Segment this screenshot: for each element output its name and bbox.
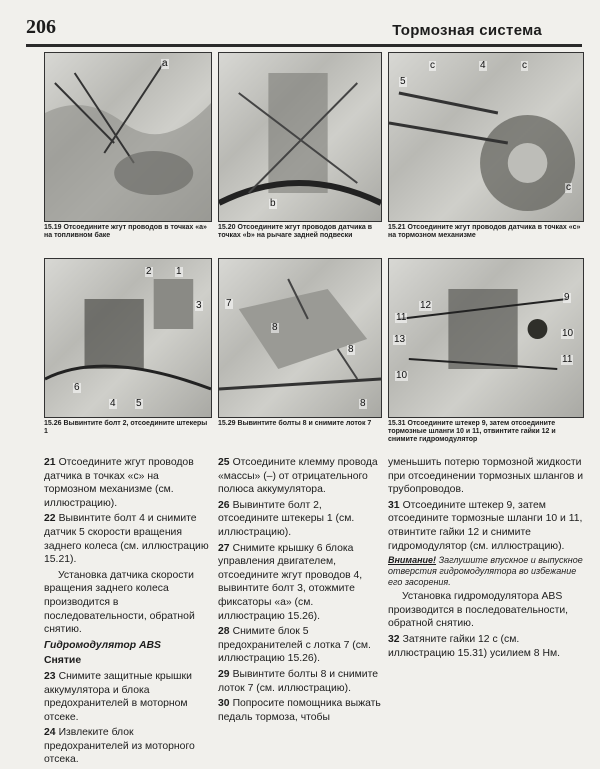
- callout-label: b: [270, 198, 276, 209]
- step-23: 23 Снимите защитные крышки аккумулятора и блока предохранителей в моторном отсеке.: [44, 670, 192, 723]
- callout-label: 8: [360, 398, 366, 409]
- callout-label: c: [566, 182, 571, 193]
- callout-label: 3: [196, 300, 202, 311]
- callout-label: 4: [110, 398, 116, 409]
- step-21: 21 Отсоедините жгут проводов датчика в точках «с» на тормозном механизме (см. иллюстрацию).: [44, 457, 194, 509]
- figure-photo: [388, 52, 584, 222]
- callout-label: 5: [136, 398, 142, 409]
- subsection-subheading: Снятие: [44, 655, 82, 667]
- step-30: 30 Попросите помощника выжать педаль тормоза, чтобы: [218, 698, 381, 723]
- callout-label: 12: [420, 300, 432, 311]
- text-column-3: [388, 456, 584, 662]
- callout-label: 13: [394, 334, 406, 345]
- callout-label: 8: [348, 344, 354, 355]
- photo-illustration: [219, 53, 381, 221]
- figure-number: 15.26: [44, 420, 62, 427]
- figure-photo: [44, 52, 212, 222]
- figure-15-20: [218, 52, 382, 252]
- step-22: 22 Вывинтите болт 4 и снимите датчик 5 скорости вращения заднего колеса (см. иллюстрацию 15.21).: [44, 513, 209, 566]
- warning-label: Внимание!: [388, 555, 437, 566]
- figure-number: 15.29: [218, 420, 236, 427]
- step-27: 27 Снимите крышку 6 блока управления двигателем, отсоедините жгут проводов 4, вывинтите болт 3, отожмите фиксаторы «а» (см. иллюстрацию 15.26).: [218, 542, 363, 622]
- callout-label: 9: [564, 292, 570, 303]
- photo-illustration: [389, 259, 583, 417]
- figure-photo: [218, 258, 382, 418]
- figure-caption-text: Отсоедините жгут проводов датчика в точках «с» на тормозном механизме: [388, 224, 581, 239]
- callout-label: a: [162, 58, 168, 69]
- figure-caption: [44, 224, 212, 240]
- figure-number: 15.21: [388, 224, 406, 231]
- figure-caption: [44, 420, 212, 436]
- figure-caption: [218, 224, 382, 240]
- page-header: [26, 14, 582, 48]
- step-32: 32 Затяните гайки 12 с (см. иллюстрацию 15.31) усилием 8 Нм.: [388, 633, 560, 659]
- figure-photo: [44, 258, 212, 418]
- step-26: 26 Вывинтите болт 2, отсоедините штекеры 1 (см. иллюстрацию).: [218, 499, 355, 538]
- page-number: 206: [26, 16, 56, 38]
- callout-label: 10: [396, 370, 408, 381]
- text-column-1: [44, 456, 212, 769]
- figure-caption-text: Отсоедините штекер 9, затем отсоедините тормозные шланги 10 и 11, отвинтите гайки 12 и снимите гидромодулятор: [388, 420, 556, 443]
- step-29: 29 Вывинтите болты 8 и снимите лоток 7 (см. иллюстрацию).: [218, 668, 379, 694]
- callout-label: 11: [396, 312, 407, 323]
- callout-label: 7: [226, 298, 232, 309]
- figure-15-19: [44, 52, 212, 252]
- figure-photo: [388, 258, 584, 418]
- header-rule: [26, 44, 582, 47]
- step-24: 24 Извлеките блок предохранителей из моторного отсека.: [44, 727, 195, 766]
- figure-15-21: [388, 52, 584, 252]
- callout-label: c: [430, 60, 435, 71]
- callout-label: 11: [562, 354, 573, 365]
- install-note: Установка датчика скорости вращения заднего колеса производится в последовательности, обратной снятию.: [44, 569, 195, 636]
- callout-label: 4: [480, 60, 486, 71]
- figure-number: 15.19: [44, 224, 62, 231]
- figure-photo: [218, 52, 382, 222]
- figure-caption: [218, 420, 382, 428]
- figure-number: 15.31: [388, 420, 406, 427]
- photo-illustration: [45, 53, 211, 221]
- callout-label: c: [522, 60, 527, 71]
- install-note: Установка гидромодулятора ABS производится в последовательности, обратной снятию.: [388, 591, 569, 630]
- warning-note: [388, 555, 584, 588]
- figure-caption-text: Отсоедините жгут проводов датчика в точках «b» на рычаге задней подвески: [218, 224, 373, 239]
- callout-label: 6: [74, 382, 80, 393]
- warning-text: Заглушите впускное и выпускное отверстия гидромодулятора во избежание его засорения.: [388, 555, 583, 588]
- callout-label: 8: [272, 322, 278, 333]
- step-25: 25 Отсоедините клемму провода «массы» (–) от отрицательного полюса аккумулятора.: [218, 457, 378, 496]
- step-31: 31 Отсоедините штекер 9, затем отсоедините тормозные шланги 10 и 11, отвинтите гайки 12 и снимите гидромодулятор (см. иллюстрацию).: [388, 499, 583, 552]
- figure-caption-text: Вывинтите болт 2, отсоедините штекеры 1: [44, 420, 208, 435]
- callout-label: 2: [146, 266, 152, 277]
- step-28: 28 Снимите блок 5 предохранителей с лотка 7 (см. иллюстрацию 15.26).: [218, 626, 371, 665]
- continued-text: уменьшить потерю тормозной жидкости при отсоединении тормозных шлангов и трубопроводов.: [388, 457, 584, 496]
- figure-number: 15.20: [218, 224, 236, 231]
- callout-label: 5: [400, 76, 406, 87]
- photo-illustration: [45, 259, 211, 417]
- figure-caption: [388, 420, 584, 444]
- photo-illustration: [389, 53, 583, 221]
- figure-15-29: [218, 258, 382, 450]
- subsection-heading: Гидромодулятор ABS: [44, 639, 161, 651]
- section-title: Тормозная система: [392, 22, 542, 39]
- figure-caption: [388, 224, 584, 240]
- figure-caption-text: Вывинтите болты 8 и снимите лоток 7: [237, 420, 372, 427]
- figure-caption-text: Отсоедините жгут проводов в точках «а» на топливном баке: [44, 224, 207, 239]
- figure-15-26: [44, 258, 212, 450]
- figure-15-31: [388, 258, 584, 450]
- text-column-2: [218, 456, 382, 726]
- photo-illustration: [219, 259, 381, 417]
- callout-label: 10: [562, 328, 574, 339]
- callout-label: 1: [176, 266, 182, 277]
